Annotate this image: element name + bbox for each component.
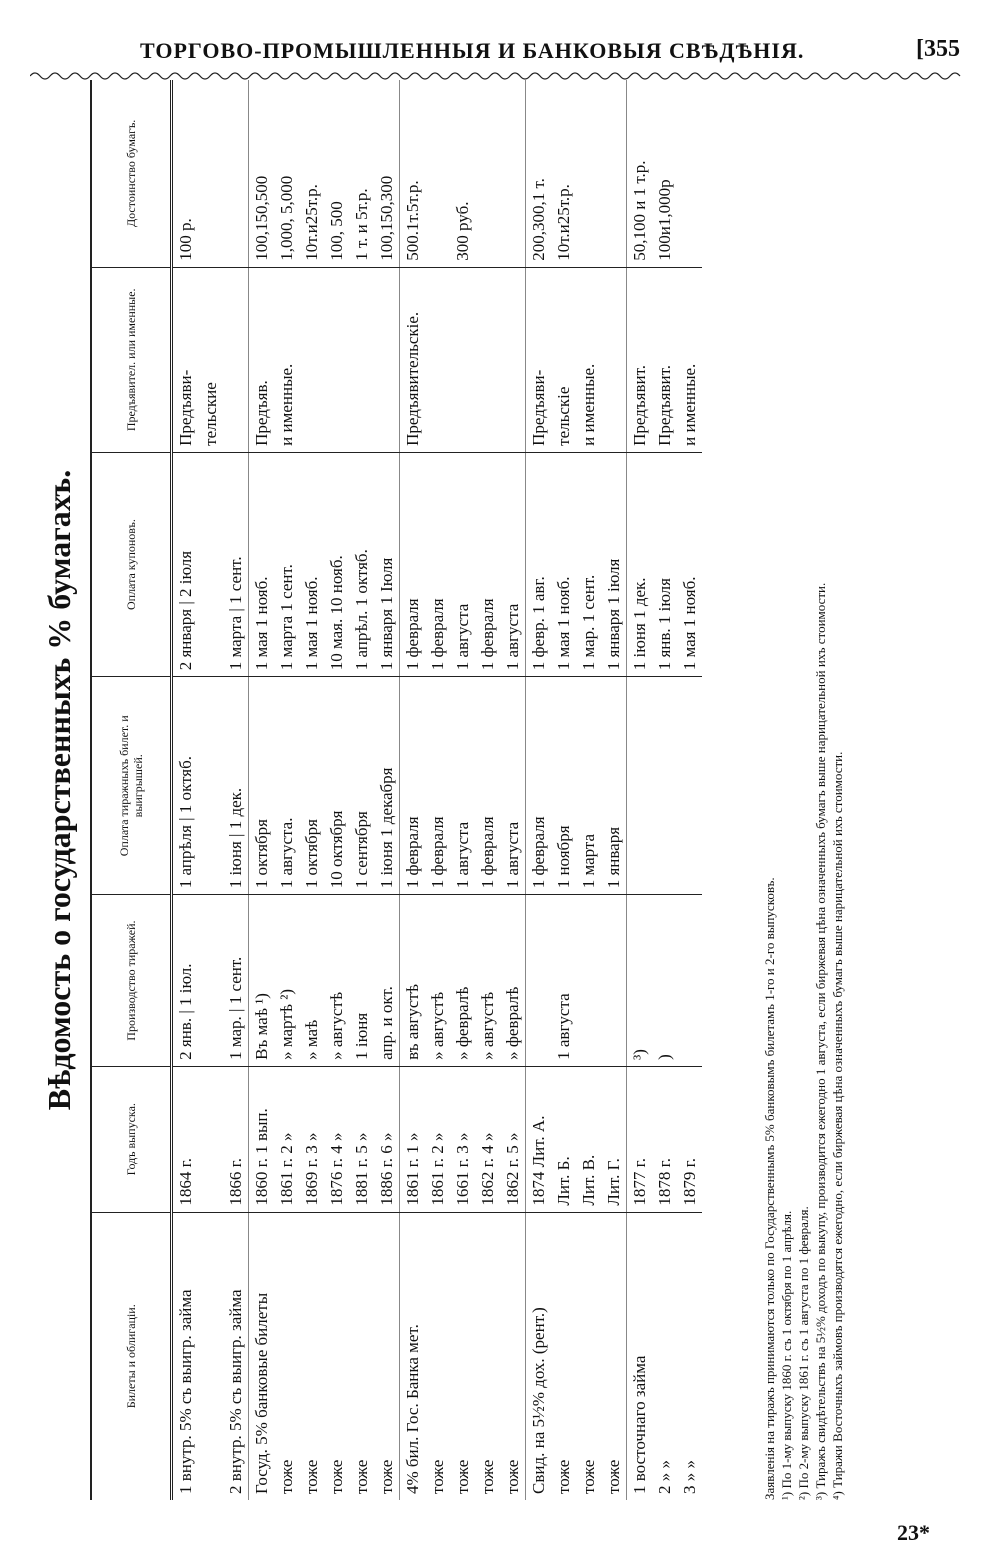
table-cell: 1 августа [551,895,576,1067]
table-cell: и именные. [576,267,601,452]
table-cell: 1 февраля [475,677,500,895]
footnote: Заявленія на тиражъ принимаются только по Государственнымъ 5% банковымъ билетамъ 1-го и 2-го выпусковъ. [762,877,777,1500]
table-cell: 1874 Лит. А. [526,1066,552,1212]
table-cell: 1 октября [299,677,324,895]
column-header: Предъявител. или именные. [91,267,172,452]
table-cell: Лит. Б. [551,1066,576,1212]
table-row [400,80,426,1500]
column-header: Производство тиражей. [91,895,172,1067]
table-cell: 1 августа [450,452,475,676]
table-cell: 1 августа. [274,677,299,895]
table-cell: тоже [475,1212,500,1500]
footnotes [762,80,847,1500]
table-cell: тоже [299,1212,324,1500]
table-cell: 300 руб. [453,201,472,261]
table-cell: 1 февраля [425,452,450,676]
table-cell: 1 февр. 1 авг. [526,452,552,676]
table-cell [198,895,223,1067]
table-cell: 100,150,300 [377,175,396,261]
column-header: Достоинство бумагъ. [91,80,172,267]
table-cell [526,895,552,1067]
table-cell: 1879 г. [677,1066,702,1212]
table-cell: » августѣ [475,895,500,1067]
table-cell: тоже [551,1212,576,1500]
footnote: ⁴) Тиражи Восточныхъ займовъ производятся ежегодно, если биржевая цѣна означенныхъ бумагъ выше нарицательной ихъ стоимости. [830,751,845,1500]
table-cell [198,452,223,676]
table-cell: 1 марта | 1 сент. [223,452,249,676]
table-cell: 1 ноября [551,677,576,895]
signature-mark: 23* [897,1520,930,1545]
table-row [652,80,677,1500]
table-cell: Госуд. 5% банковые билеты [249,1212,275,1500]
table-cell: Лит. Г. [601,1066,627,1212]
page-number: [355 [916,36,960,62]
table-cell: 1877 г. [627,1066,653,1212]
table-cell [223,80,249,267]
table-cell: 1661 г. 3 » [450,1066,475,1212]
table-cell: 1,000, 5,000 [277,175,296,261]
table-cell: 2 января | 2 іюля [172,452,199,676]
table-body [172,80,703,1500]
table-cell: 100, 500 [327,201,346,261]
table-cell: 100и1,000р [655,179,674,261]
table-row [601,80,627,1500]
table-cell: 1 апрѣл. 1 октяб. [349,452,374,676]
table-cell: 10 октября [324,677,349,895]
table-cell: тоже [601,1212,627,1500]
table-cell: 1881 г. 5 » [349,1066,374,1212]
table-cell: Предъявит. [627,267,653,452]
table-cell: » августѣ [425,895,450,1067]
table-cell: тоже [274,1212,299,1500]
table-cell: тоже [450,1212,475,1500]
table-row [551,80,576,1500]
table-cell: Свид. на 5½% дох. (рент.) [526,1212,552,1500]
table-row [198,80,223,1500]
table-cell: 1878 г. [652,1066,677,1212]
table-row [475,80,500,1500]
footnote: ²) По 2-му выпуску 1861 г. съ 1 августа по 1 февраля. [796,1206,811,1500]
table-title: Вѣдомость о государственныхъ % бумагахъ. [41,469,77,1111]
table-cell: и именные. [677,267,702,452]
table-cell: 1 іюня [349,895,374,1067]
table-row [677,80,702,1500]
table-cell: 1 мая 1 нояб. [299,452,324,676]
table-cell: 1862 г. 5 » [500,1066,526,1212]
column-header: Оплата купоновъ. [91,452,172,676]
table-row [249,80,275,1500]
table-cell [198,677,223,895]
table-cell [198,1066,223,1212]
table-row [526,80,552,1500]
table-row [172,80,199,1500]
table-cell: ³) [627,895,653,1067]
table-cell [198,1212,223,1500]
table-cell: » февралѣ [450,895,475,1067]
table-cell: » маѣ [299,895,324,1067]
table-cell: 2 » » [652,1212,677,1500]
table-cell: 1 мая 1 нояб. [677,452,702,676]
page-header [140,34,960,74]
table-cell: 1864 г. [172,1066,199,1212]
table-cell: 1 мая 1 нояб. [551,452,576,676]
table-cell: въ августѣ [400,895,426,1067]
table-cell: 10 мая. 10 нояб. [324,452,349,676]
table-cell: 2 внутр. 5% съ выигр. займа [223,1212,249,1500]
rotated-ledger [32,80,952,1500]
table-cell: тоже [576,1212,601,1500]
table-cell [576,895,601,1067]
table-cell: 1 апрѣля | 1 октяб. [172,677,199,895]
table-cell [677,895,702,1067]
table-cell: 1 марта [576,677,601,895]
table-cell: » февралѣ [500,895,526,1067]
table-cell [627,677,653,895]
table-cell: 4% бил. Гос. Банка мет. [400,1212,426,1500]
table-cell: 100,150,500 [249,80,275,267]
table-cell: 1 іюня | 1 дек. [223,677,249,895]
table-cell: » мартѣ ²) [274,895,299,1067]
table-cell: 1 сентября [349,677,374,895]
table-cell: 1 февраля [400,452,426,676]
table-cell [349,267,374,452]
table-cell: 1 августа [500,677,526,895]
table-cell: 100 р. [176,218,195,261]
table-row [627,80,653,1500]
table-cell: 1 т. и 5т.р. [352,188,371,261]
table-cell: 1 восточнаго займа [627,1212,653,1500]
table-cell: 3 » » [677,1212,702,1500]
table-row [324,80,349,1500]
table-cell: Предъяв. [249,267,275,452]
table-cell: 10т.и25т.р. [302,184,321,261]
table-cell: 1886 г. 6 » [374,1066,400,1212]
table-cell: 1 февраля [475,452,500,676]
table-cell: Предъяви- [172,267,199,452]
table-cell: 200,300,1 т. [526,80,552,267]
table-cell [500,80,526,267]
table-cell [450,267,475,452]
table-cell [601,80,627,267]
table-cell: 1869 г. 3 » [299,1066,324,1212]
table-cell: Предъявит. [652,267,677,452]
table-cell [677,80,702,267]
table-cell: Лит. В. [576,1066,601,1212]
table-row [374,80,400,1500]
table-cell [299,267,324,452]
table-cell: 1 января 1 іюля [601,452,627,676]
table-cell: Въ маѣ ¹) [249,895,275,1067]
table-cell: 1 янв. 1 іюля [652,452,677,676]
table-cell: тоже [349,1212,374,1500]
table-cell: тоже [500,1212,526,1500]
table-cell [475,267,500,452]
table-cell: ) [652,895,677,1067]
table-cell [652,677,677,895]
table-cell: 1 мар. 1 сент. [576,452,601,676]
running-title: ТОРГОВО-ПРОМЫШЛЕННЫЯ И БАНКОВЫЯ СВѢДѢНІЯ. [140,38,805,63]
table-cell [425,267,450,452]
table-cell: 1876 г. 4 » [324,1066,349,1212]
table-cell: 1 февраля [425,677,450,895]
table-cell: 1 августа [500,452,526,676]
table-cell: Предъявительскіе. [400,267,426,452]
table-cell [601,267,627,452]
table-row [500,80,526,1500]
table-cell [475,80,500,267]
table-cell: Предъяви- [526,267,552,452]
table-row [223,80,249,1500]
table-cell: 1866 г. [223,1066,249,1212]
table-cell: 1 января [601,677,627,895]
table-cell [223,267,249,452]
table-row [576,80,601,1500]
table-cell [198,80,223,267]
table-cell: 1861 г. 2 » [274,1066,299,1212]
column-header: Оплата тиражныхъ билет. и выигрышей. [91,677,172,895]
table-row [450,80,475,1500]
table-cell: 500.1т.5т.р. [400,80,426,267]
table-cell: 1860 г. 1 вып. [249,1066,275,1212]
table-cell [576,80,601,267]
table-cell: 1 февраля [400,677,426,895]
table-cell: 1 мар. | 1 сент. [223,895,249,1067]
table-cell [374,267,400,452]
table-cell [500,267,526,452]
table-cell: 1 іюня 1 декабря [374,677,400,895]
table-cell: 1 марта 1 сент. [274,452,299,676]
column-header: Годъ выпуска. [91,1066,172,1212]
column-header: Билеты и облигаціи. [91,1212,172,1500]
table-cell: » августѣ [324,895,349,1067]
table-cell: 1861 г. 1 » [400,1066,426,1212]
table-cell: и именные. [274,267,299,452]
table-cell: 1 іюня 1 дек. [627,452,653,676]
table-cell: 1 октября [249,677,275,895]
table-cell: 1 февраля [526,677,552,895]
table-cell: тельскіе [551,267,576,452]
table-cell: 50,100 и 1 т.р. [627,80,653,267]
table-row [425,80,450,1500]
table-cell: 10т.и25т.р. [554,184,573,261]
table-cell: апр. и окт. [374,895,400,1067]
table-cell: 1 мая 1 нояб. [249,452,275,676]
table-row [299,80,324,1500]
table-cell: 1861 г. 2 » [425,1066,450,1212]
footnote: ¹) По 1-му выпуску 1860 г. съ 1 октября по 1 апрѣля. [779,1210,794,1500]
header-row [91,80,172,1500]
table-cell: 1 августа [450,677,475,895]
table-cell: тоже [324,1212,349,1500]
table-cell: тоже [425,1212,450,1500]
table-row [349,80,374,1500]
table-cell [324,267,349,452]
securities-table [90,80,702,1500]
table-row [274,80,299,1500]
table-cell: 2 янв. | 1 іюл. [172,895,199,1067]
table-cell: 1862 г. 4 » [475,1066,500,1212]
table-cell [677,677,702,895]
table-cell [425,80,450,267]
table-cell: тоже [374,1212,400,1500]
table-cell: 1 января 1 Іюля [374,452,400,676]
footnote: ³) Тиражъ свидѣтельствъ на 5½% доходъ по выкупу, производится ежегодно 1 августа, если биржевая цѣна означенныхъ бумагъ выше нарицательной ихъ стоимости. [813,582,828,1500]
table-cell: 1 внутр. 5% съ выигр. займа [172,1212,199,1500]
table-cell [601,895,627,1067]
table-cell: тельские [198,267,223,452]
